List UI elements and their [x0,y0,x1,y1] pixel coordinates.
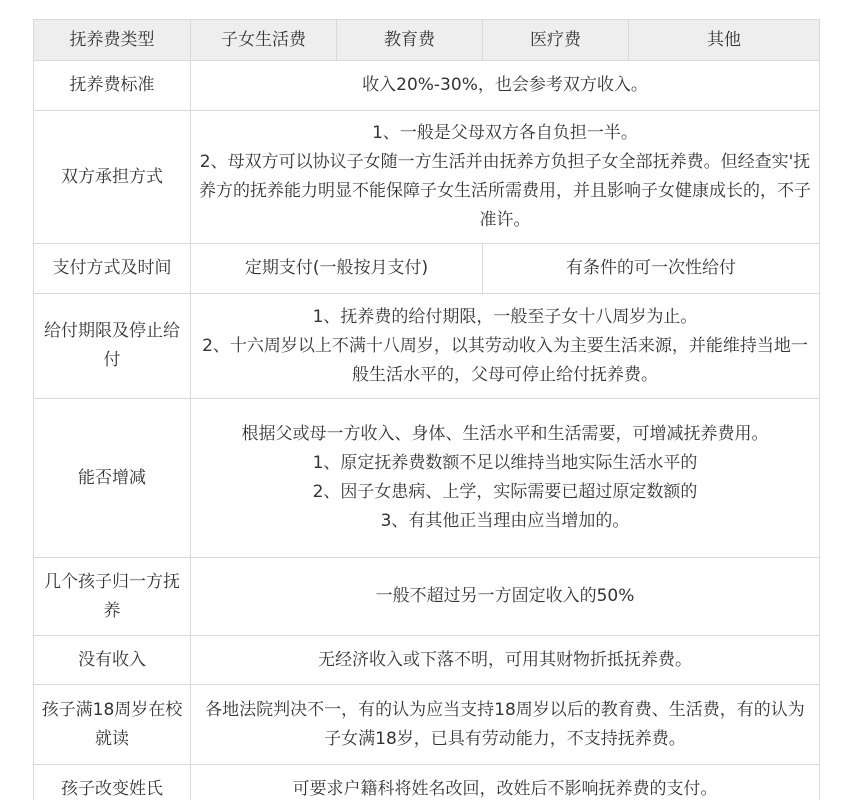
row-label: 孩子改变姓氏 [34,765,191,800]
content-line: 2、因子女患病、上学，实际需要已超过原定数额的 [312,482,698,502]
row-label: 双方承担方式 [34,111,191,244]
header-row [34,20,820,61]
table-row [34,558,820,636]
row-content [191,685,820,765]
header-type: 抚养费类型 [34,20,191,61]
content-line: 一般不超过另一方固定收入的50% [375,586,635,606]
row-content [191,399,820,558]
row-label: 抚养费标准 [34,61,191,111]
table-row [34,244,820,294]
row-label: 能否增减 [34,399,191,558]
content-line: 根据父或母一方收入、身体、生活水平和生活需要，可增减抚养费用。 [241,424,769,444]
row-label: 几个孩子归一方抚养 [34,558,191,636]
row-label: 给付期限及停止给付 [34,294,191,399]
header-other: 其他 [629,20,820,61]
content-line: 各地法院判决不一，有的认为应当支持18周岁以后的教育费、生活费，有的认为子女满18岁，已具有劳动能力，不支持抚养费。 [205,699,805,749]
payment-periodic: 定期支付(一般按月支付) [191,244,483,294]
table-row [34,636,820,685]
content-line: 收入20%-30%，也会参考双方收入。 [362,75,648,95]
table-row [34,111,820,244]
content-line: 无经济收入或下落不明，可用其财物折抵抚养费。 [318,649,692,670]
content-line: 可要求户籍科将姓名改回，改姓后不影响抚养费的支付。 [292,779,718,799]
payment-lump-sum: 有条件的可一次性给付 [483,244,820,294]
content-line: 1、抚养费的给付期限，一般至子女十八周岁为止。 [312,306,698,327]
content-line: 2、母双方可以协议子女随一方生活并由抚养方负担子女全部抚养费。但经查实'抚养方的抚养能力明显不能保障子女生活所需费用，并且影响子女健康成长的，不子准许。 [199,152,811,230]
row-content [191,636,820,685]
content-line: 2、十六周岁以上不满十八周岁，以其劳动收入为主要生活来源，并能维持当地一般生活水平的，父母可停止给付抚养费。 [202,335,808,385]
row-content [191,765,820,800]
row-label: 没有收入 [34,636,191,685]
header-living-expenses: 子女生活费 [191,20,337,61]
table-row [34,399,820,558]
content-line: 3、有其他正当理由应当增加的。 [380,511,630,531]
header-medical-fee: 医疗费 [483,20,629,61]
row-content [191,111,820,244]
table-row [34,294,820,399]
header-education-fee: 教育费 [337,20,483,61]
row-content [191,294,820,399]
row-content [191,61,820,111]
table-row [34,685,820,765]
content-line: 1、一般是父母双方各自负担一半。 [372,123,638,143]
row-content [191,558,820,636]
row-label: 支付方式及时间 [34,244,191,294]
row-label: 孩子满18周岁在校就读 [34,685,191,765]
content-line: 1、原定抚养费数额不足以维持当地实际生活水平的 [312,453,698,473]
child-support-table [33,19,820,800]
table-row [34,61,820,111]
table-row [34,765,820,800]
